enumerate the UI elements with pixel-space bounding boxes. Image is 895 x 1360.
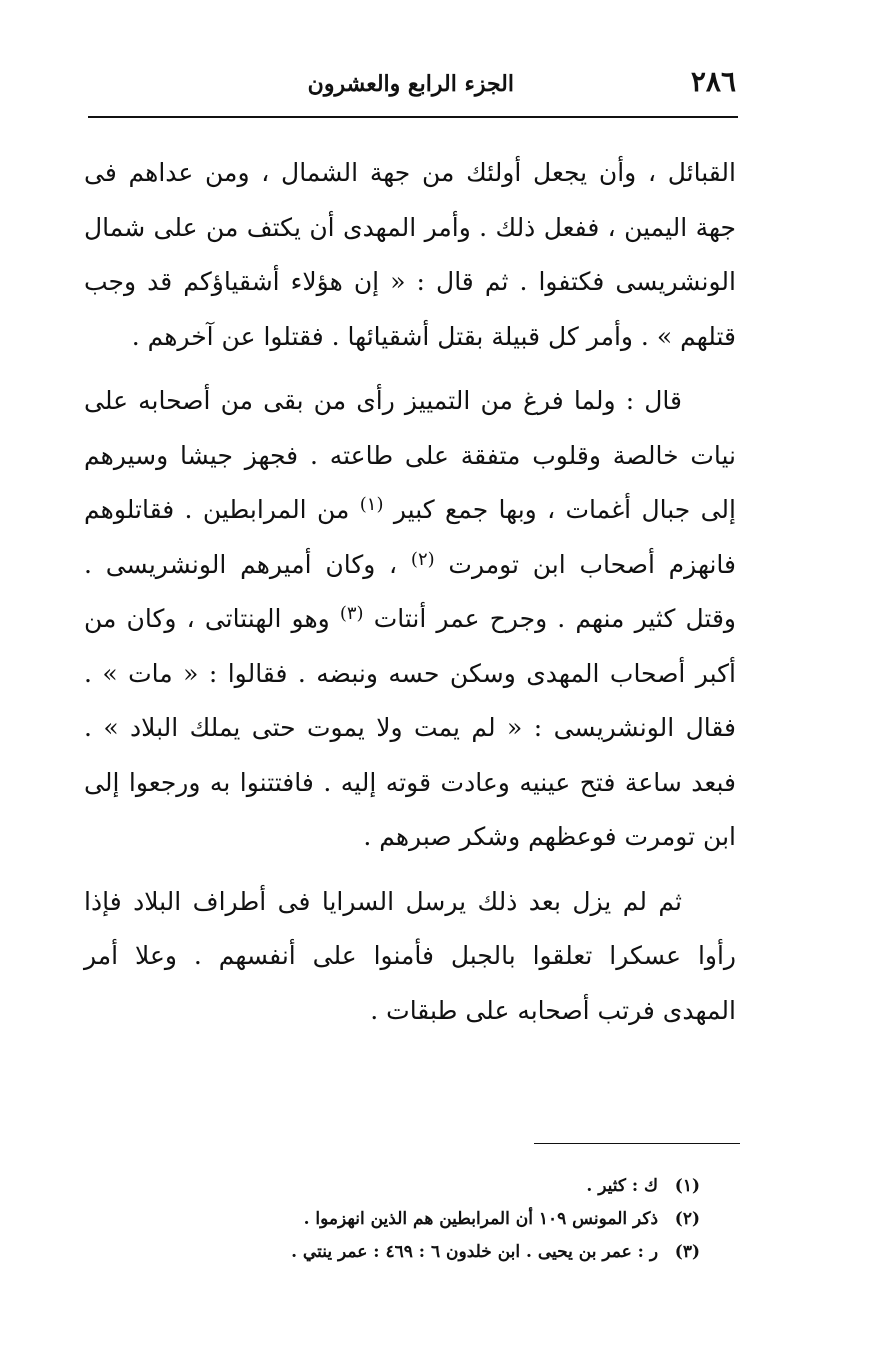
paragraph-2-part-c: ، وكان أميرهم الونشريسى . وقتل كثير منهم . وجرح عمر أنتات [84, 549, 736, 633]
paragraph-3 [84, 875, 736, 1039]
footnote-3-number: (٣) [674, 1242, 700, 1262]
footnote-1-number: (١) [674, 1176, 700, 1196]
header-rule [88, 116, 738, 118]
paragraph-1-text: القبائل ، وأن يجعل أولئك من جهة الشمال ، ومن عداهم فى جهة اليمين ، ففعل ذلك . وأمر المهدى أن يكتف من على شمال الونشريسى فكتفوا . ثم قال : « إن هؤلاء أشقياؤكم قد وجب قتلهم » . وأمر كل قبيلة بقتل أشقيائها . فقتلوا عن آخرهم . [84, 158, 736, 351]
footnote-ref-2: (٢) [410, 548, 435, 570]
footnote-3-text: ر : عمر بن يحيى . ابن خلدون ٦ : ٤٦٩ : عمر ينتي . [291, 1242, 659, 1262]
running-head: الجزء الرابع والعشرون [307, 71, 514, 97]
footnote-ref-1: (١) [359, 494, 384, 515]
footnote-2 [200, 1203, 700, 1236]
footnote-rule [534, 1143, 740, 1144]
paragraph-3-text: ثم لم يزل بعد ذلك يرسل السرايا فى أطراف البلاد فإذا رأوا عسكرا تعلقوا بالجبل فأمنوا على أنفسهم . وعلا أمر المهدى فرتب أصحابه على طبقات . [84, 886, 736, 1025]
body-text [84, 146, 736, 1038]
page-number: ٢٨٦ [690, 65, 736, 98]
footnote-1-text: ك : كثير . [586, 1176, 659, 1196]
footnote-3 [200, 1236, 700, 1269]
paragraph-2-part-a: قال : ولما فرغ من التمييز رأى من بقى من أصحابه على نيات خالصة وقلوب متفقة على طاعته . فجهز جيشا وسيرهم إلى جبال أغمات ، وبها جمع كبير [84, 386, 736, 524]
footnote-2-number: (٢) [674, 1209, 700, 1229]
paragraph-2 [84, 374, 736, 865]
footnote-1 [200, 1170, 700, 1203]
paragraph-1 [84, 146, 736, 364]
paragraph-2-part-b: من المرابطين . فقاتلوهم فانهزم أصحاب ابن تومرت [84, 495, 736, 579]
footnote-ref-3: (٣) [339, 603, 364, 624]
page-header [88, 62, 736, 108]
paragraph-2-part-d: وهو الهنتاتى ، وكان من أكبر أصحاب المهدى وسكن حسه ونبضه . فقالوا : « مات » . فقال الونشريسى : « لم يمت ولا يموت حتى يملك البلاد » . فبعد ساعة فتح عينيه وعادت قوته إليه . فافتتنوا به ورجعوا إلى ابن تومرت فوعظهم وشكر صبرهم . [84, 604, 736, 851]
footnotes [200, 1170, 700, 1269]
footnote-2-text: ذكر المونس ١٠٩ أن المرابطين هم الذين انهزموا . [303, 1209, 659, 1229]
